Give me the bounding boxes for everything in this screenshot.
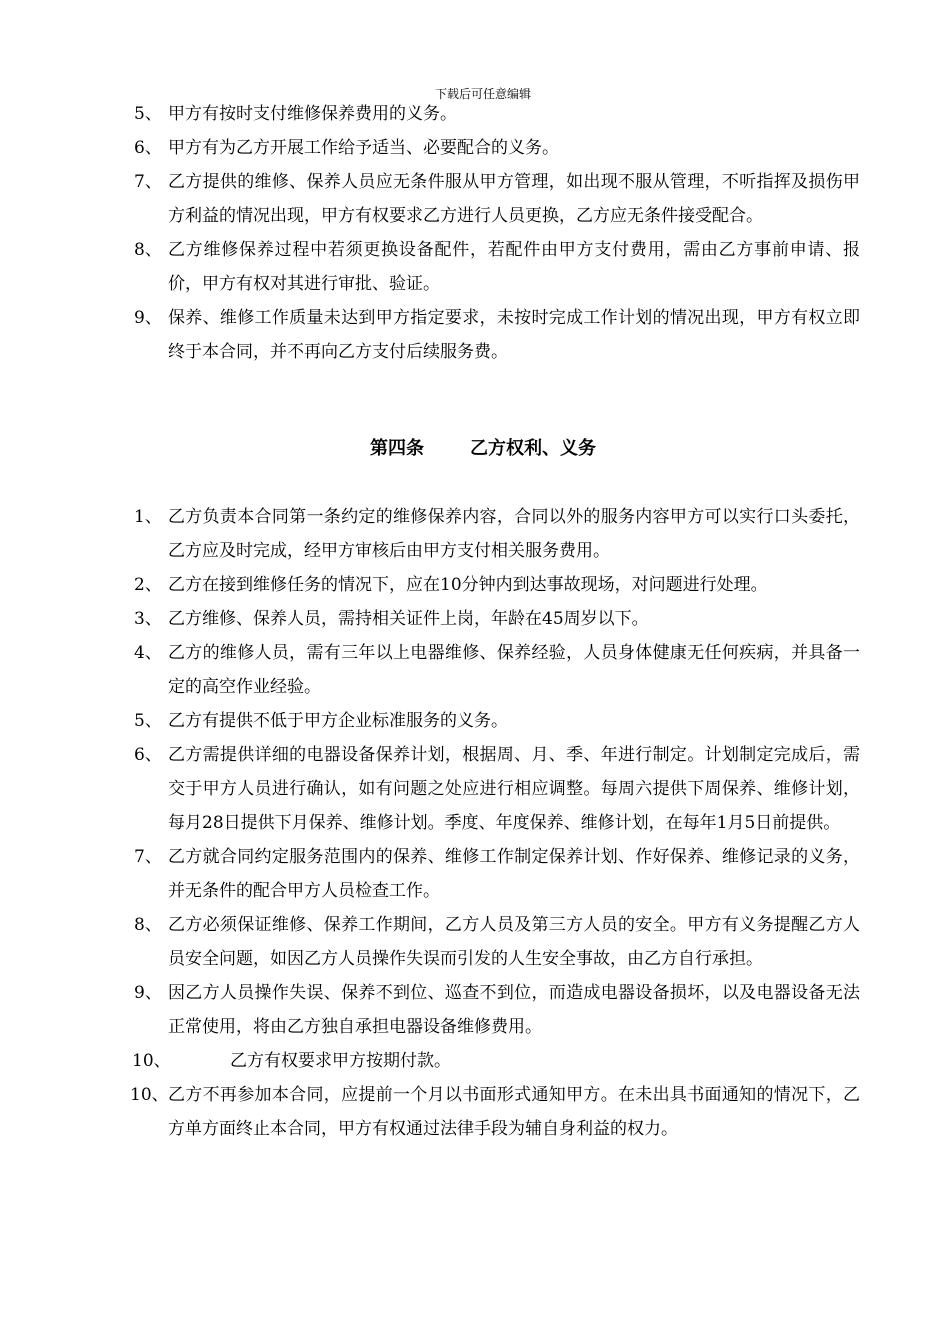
item-text: 因乙方人员操作失误、保养不到位、巡查不到位，而造成电器设备损坏，以及电器设备无法正常使用，将由乙方独自承担电器设备维修费用。	[168, 983, 860, 1037]
list-item	[0, 568, 950, 602]
article-number: 第四条	[370, 438, 424, 459]
item-number: 5、	[134, 104, 162, 124]
list-item	[0, 602, 950, 636]
item-number: 8、	[134, 240, 162, 260]
item-text: 乙方有提供不低于甲方企业标准服务的义务。	[168, 711, 508, 731]
list-item	[0, 165, 950, 233]
header-note: 下载后可任意编辑	[434, 87, 531, 101]
list-item	[0, 738, 950, 840]
item-text: 乙方维修保养过程中若须更换设备配件，若配件由甲方支付费用，需由乙方事前申请、报价，甲方有权对其进行审批、验证。	[168, 240, 860, 294]
item-number: 8、	[134, 915, 162, 935]
item-text: 甲方有为乙方开展工作给予适当、必要配合的义务。	[168, 138, 559, 158]
item-text: 乙方就合同约定服务范围内的保养、维修工作制定保养计划、作好保养、维修记录的义务，并无条件的配合甲方人员检查工作。	[168, 847, 860, 901]
item-number: 10、	[132, 1051, 171, 1071]
item-number: 7、	[134, 172, 162, 192]
item-number: 5、	[134, 711, 162, 731]
item-text: 乙方有权要求甲方按期付款。	[230, 1051, 451, 1071]
list-item	[0, 233, 950, 301]
item-text: 乙方必须保证维修、保养工作期间，乙方人员及第三方人员的安全。甲方有义务提醒乙方人员安全问题，如因乙方人员操作失误而引发的人生安全事故，由乙方自行承担。	[168, 915, 860, 969]
list-item	[0, 636, 950, 704]
list-item	[0, 704, 950, 738]
item-number: 6、	[134, 745, 162, 765]
item-text: 乙方不再参加本合同，应提前一个月以书面形式通知甲方。在未出具书面通知的情况下，乙方单方面终止本合同，甲方有权通过法律手段为辅自身利益的权力。	[168, 1085, 860, 1139]
item-text: 乙方维修、保养人员，需持相关证件上岗，年龄在45周岁以下。	[168, 609, 649, 629]
item-text: 乙方需提供详细的电器设备保养计划，根据周、月、季、年进行制定。计划制定完成后，需交于甲方人员进行确认，如有问题之处应进行相应调整。每周六提供下周保养、维修计划，每月28日提供下月保养、维修计划。季度、年度保养、维修计划，在每年1月5日前提供。	[168, 745, 860, 833]
item-number: 4、	[134, 643, 162, 663]
section-party-b-rights-obligations	[0, 500, 950, 1146]
item-number: 1、	[134, 507, 162, 527]
item-text: 乙方提供的维修、保养人员应无条件服从甲方管理，如出现不服从管理，不听指挥及损伤甲方利益的情况出现，甲方有权要求乙方进行人员更换，乙方应无条件接受配合。	[168, 172, 860, 226]
list-item	[0, 840, 950, 908]
item-text: 乙方在接到维修任务的情况下，应在10分钟内到达事故现场，对问题进行处理。	[168, 575, 768, 595]
item-number: 3、	[134, 609, 162, 629]
item-text: 甲方有按时支付维修保养费用的义务。	[168, 104, 457, 124]
list-item	[0, 1078, 950, 1146]
item-number: 6、	[134, 138, 162, 158]
list-item	[0, 301, 950, 369]
list-item	[0, 500, 950, 568]
item-number: 9、	[134, 983, 162, 1003]
item-number: 2、	[134, 575, 162, 595]
list-item	[0, 976, 950, 1044]
list-item	[0, 131, 950, 165]
article-heading	[0, 434, 950, 464]
section-party-a-obligations	[0, 97, 950, 369]
item-text: 保养、维修工作质量未达到甲方指定要求，未按时完成工作计划的情况出现，甲方有权立即终于本合同，并不再向乙方支付后续服务费。	[168, 308, 860, 362]
item-number: 10、	[130, 1085, 169, 1105]
item-number: 7、	[134, 847, 162, 867]
list-item	[0, 97, 950, 131]
list-item	[0, 908, 950, 976]
item-number: 9、	[134, 308, 162, 328]
article-title: 乙方权利、义务	[470, 438, 596, 459]
item-text: 乙方负责本合同第一条约定的维修保养内容，合同以外的服务内容甲方可以实行口头委托，乙方应及时完成，经甲方审核后由甲方支付相关服务费用。	[168, 507, 860, 561]
item-text: 乙方的维修人员，需有三年以上电器维修、保养经验，人员身体健康无任何疾病，并具备一定的高空作业经验。	[168, 643, 860, 697]
list-item	[0, 1044, 950, 1078]
